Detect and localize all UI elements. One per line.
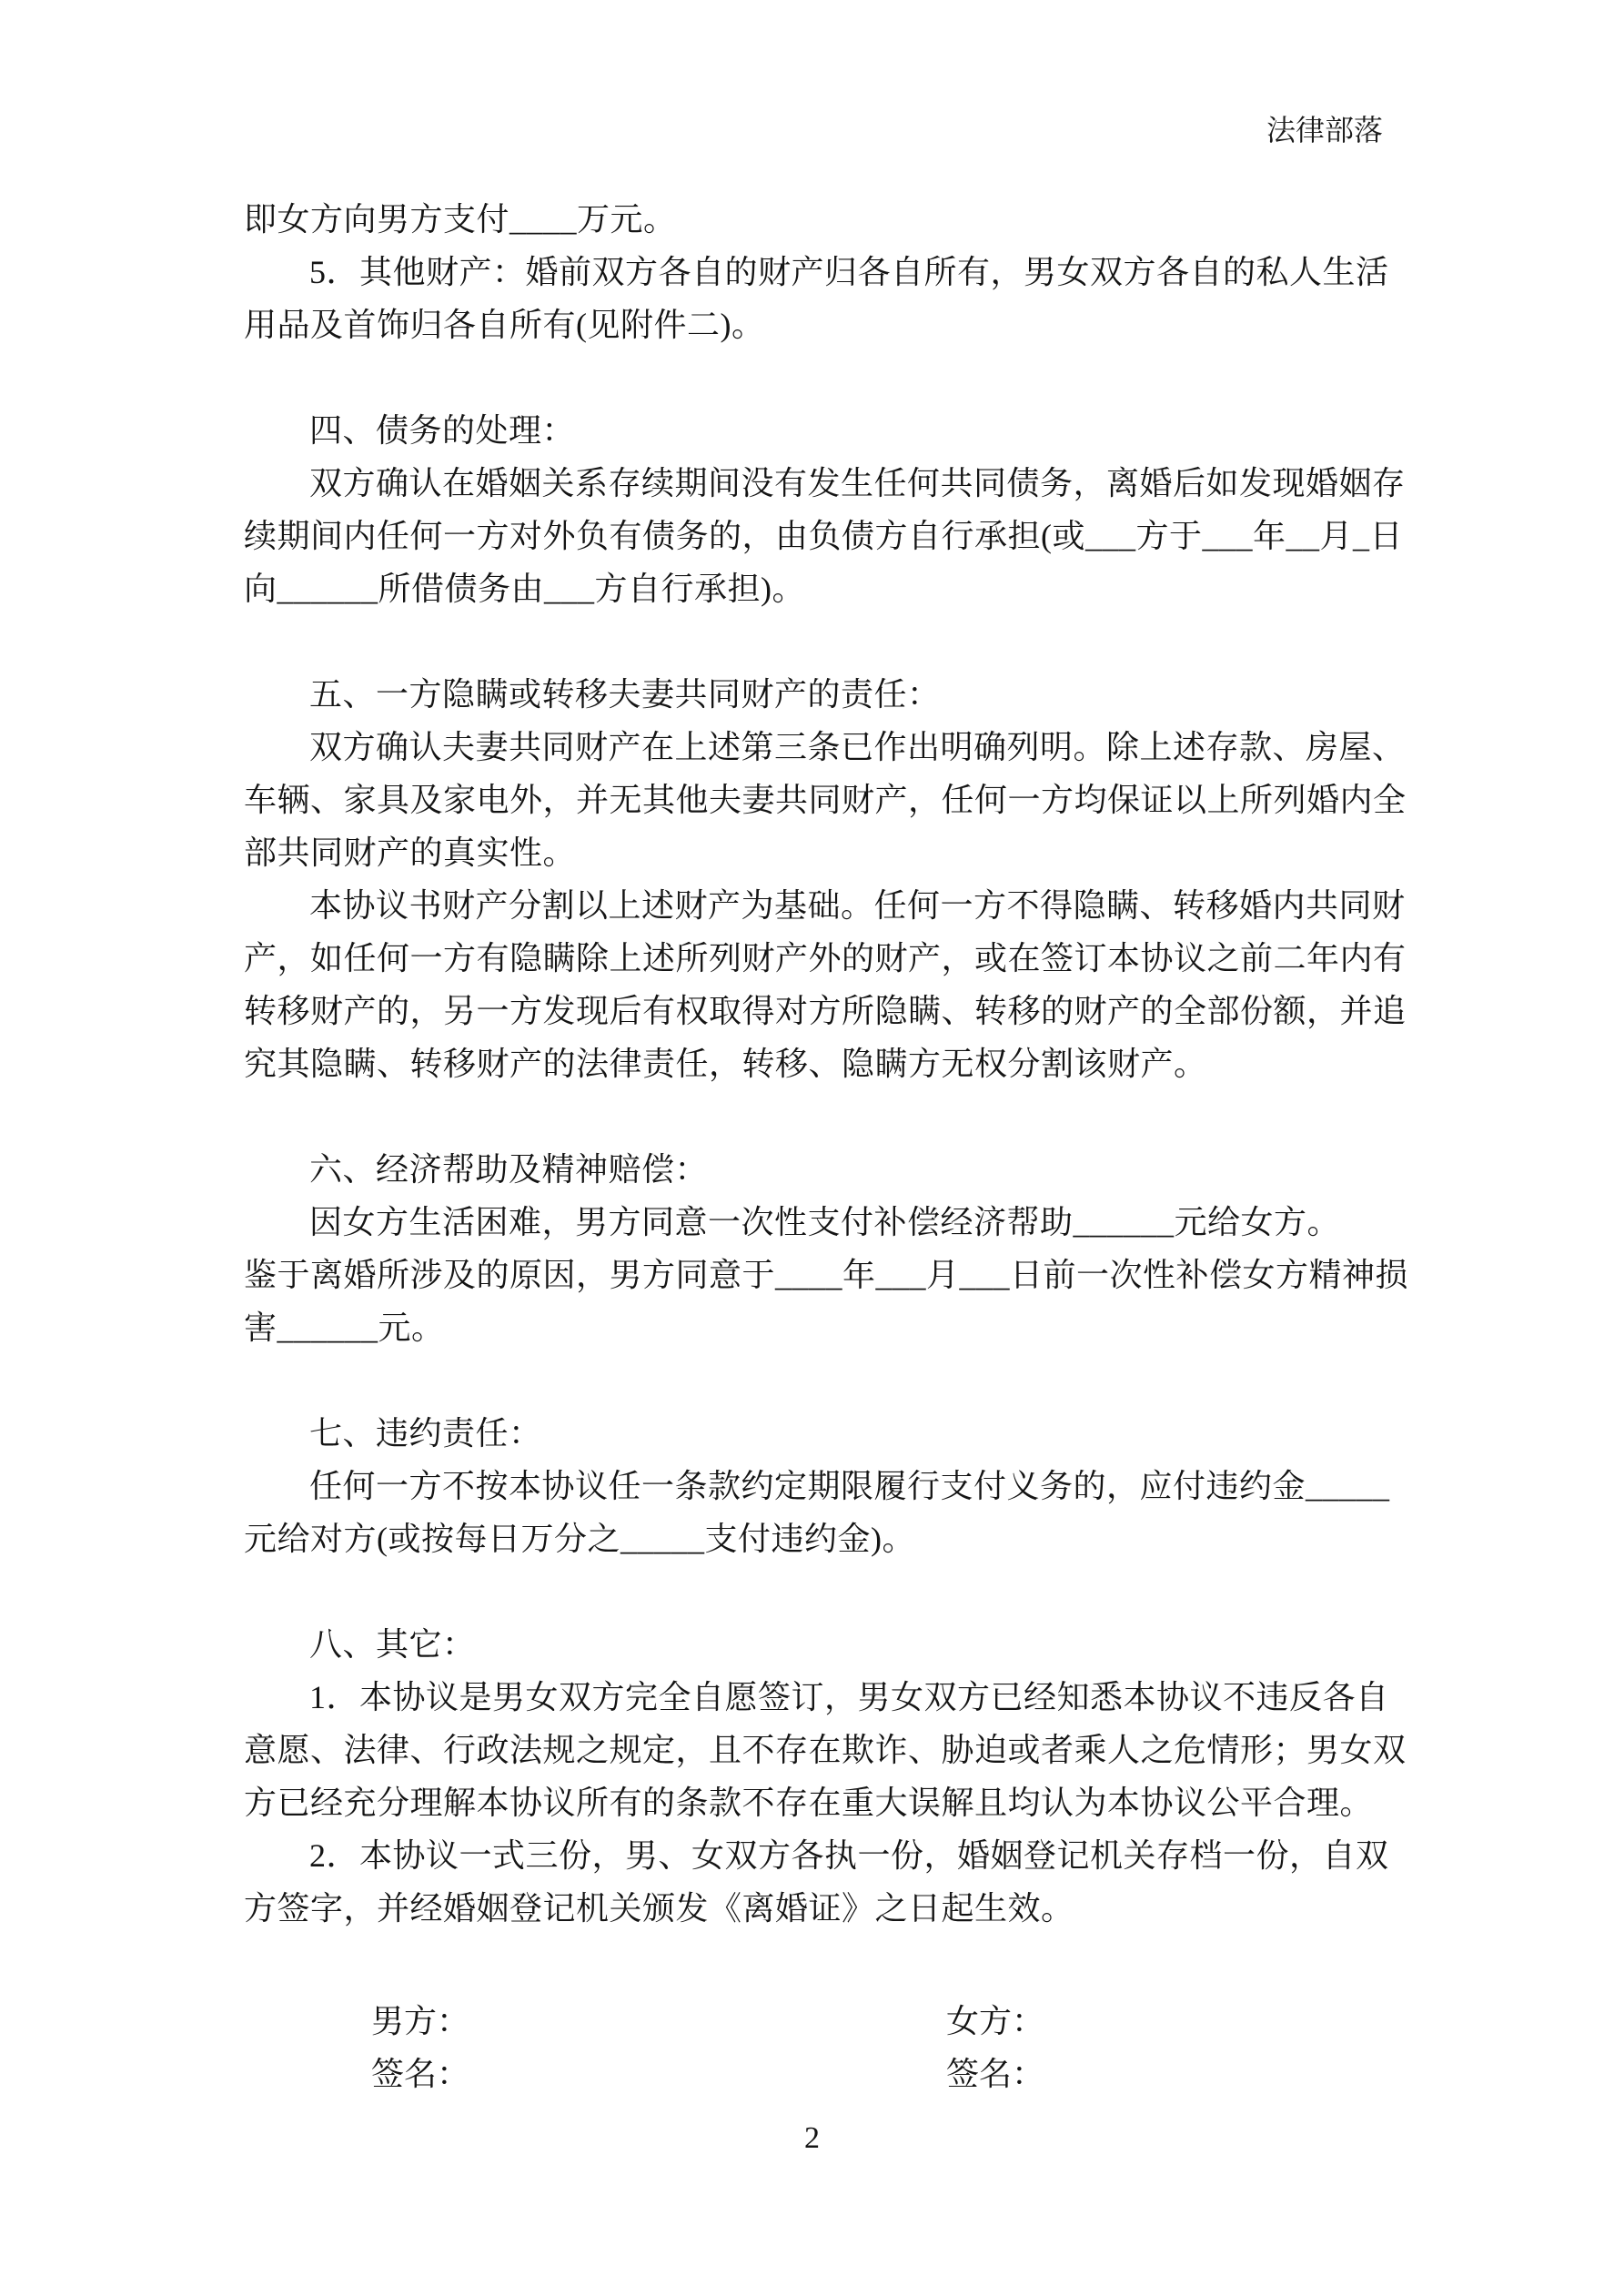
document-line: 五、一方隐瞒或转移夫妻共同财产的责任： [309,676,941,713]
document-body [244,193,1417,2100]
page-header [0,109,1383,151]
wife-label: 女方： [946,2003,1045,2039]
document-line: 向______所借债务由___方自行承担)。 [244,571,805,607]
document-line: 因女方生活困难，男方同意一次性支付补偿经济帮助______元给女方。 [309,1204,1341,1240]
document-line: 本协议书财产分割以上述财产为基础。任何一方不得隐瞒、转移婚内共同财 [309,887,1406,924]
document-line: 转移财产的，另一方发现后有权取得对方所隐瞒、转移的财产的全部份额，并追 [244,993,1407,1029]
blank-line [244,1090,1417,1143]
signature-spacer [244,1935,1417,1995]
document-line: 1．本协议是男女双方完全自愿签订，男女双方已经知悉本协议不违反各自 [309,1679,1389,1715]
page-number: 2 [804,2121,820,2155]
document-line: 究其隐瞒、转移财产的法律责任，转移、隐瞒方无权分割该财产。 [244,1046,1207,1082]
document-line: 方签字，并经婚姻登记机关颁发《离婚证》之日起生效。 [244,1890,1074,1927]
document-line: 即女方向男方支付____万元。 [244,201,677,238]
husband-label: 男方： [371,2003,470,2039]
signature-row-sign [244,2048,1417,2100]
signature-block [244,1935,1417,2100]
document-line: 双方确认在婚姻关系存续期间没有发生任何共同债务，离婚后如发现婚姻存 [309,465,1406,501]
document-line: 双方确认夫妻共同财产在上述第三条已作出明确列明。除上述存款、房屋、 [309,729,1406,765]
document-line: 元给对方(或按每日万分之_____支付违约金)。 [244,1521,915,1557]
document-line: 七、违约责任： [309,1415,542,1451]
site-watermark: 法律部落 [1266,114,1383,147]
document-line: 鉴于离婚所涉及的原因，男方同意于____年___月___日前一次性补偿女方精神损 [244,1257,1409,1293]
document-line: 续期间内任何一方对外负有债务的，由负债方自行承担(或___方于___年__月_日 [244,518,1403,554]
document-line: 5．其他财产：婚前双方各自的财产归各自所有，男女双方各自的私人生活 [309,254,1389,290]
document-line: 2．本协议一式三份，男、女双方各执一份，婚姻登记机关存档一份，自双 [309,1837,1389,1874]
document-line: 部共同财产的真实性。 [244,834,577,871]
document-line: 任何一方不按本协议任一条款约定期限履行支付义务的，应付违约金_____ [309,1468,1390,1504]
document-line: 害______元。 [244,1310,445,1346]
blank-line [244,1565,1417,1618]
signature-row-party [244,1995,1417,2048]
blank-line [244,351,1417,404]
wife-signature-label: 签名： [946,2056,1045,2092]
document-line: 八、其它： [309,1626,476,1663]
document-line: 车辆、家具及家电外，并无其他夫妻共同财产，任何一方均保证以上所列婚内全 [244,782,1407,818]
document-line: 用品及首饰归各自所有(见附件二)。 [244,307,765,343]
document-line: 六、经济帮助及精神赔偿： [309,1151,709,1188]
blank-line [244,615,1417,668]
document-line: 产，如任何一方有隐瞒除上述所列财产外的财产，或在签订本协议之前二年内有 [244,940,1407,976]
husband-signature-label: 签名： [371,2056,470,2092]
document-line: 四、债务的处理： [309,412,576,449]
document-line: 方已经充分理解本协议所有的条款不存在重大误解且均认为本协议公平合理。 [244,1785,1374,1821]
document-line: 意愿、法律、行政法规之规定，且不存在欺诈、胁迫或者乘人之危情形；男女双 [244,1732,1407,1768]
blank-line [244,1354,1417,1407]
